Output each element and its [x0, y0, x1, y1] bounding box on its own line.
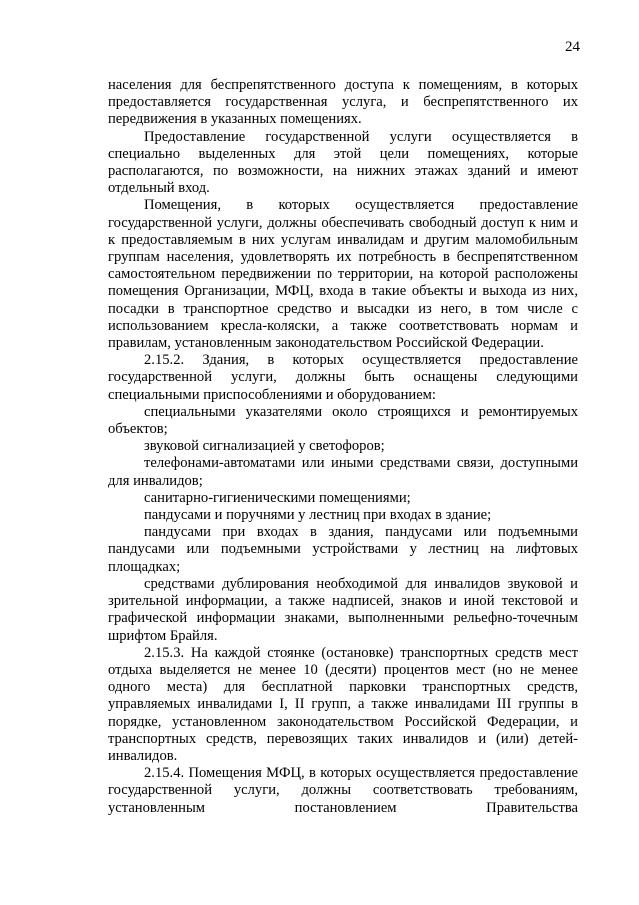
page-number: 24	[565, 39, 580, 55]
paragraph-11: средствами дублирования необходимой для инвалидов звуковой и зрительной информации, а также надписей, знаков и иной текстовой и графической информации знаками, выполненными рельефно-точечным шрифтом Брайля.	[108, 575, 578, 644]
paragraph-12: 2.15.3. На каждой стоянке (остановке) транспортных средств мест отдыха выделяется не менее 10 (десяти) процентов мест (но не менее одного места) для бесплатной парковки транспортных средств, управляемых инвалидами I, II групп, а также инвалидами III группы в порядке, установленном законодательством Российской Федерации, и транспортных средств, перевозящих таких инвалидов и (или) детей-инвалидов.	[108, 644, 578, 764]
paragraph-13: 2.15.4. Помещения МФЦ, в которых осуществляется предоставление государственной услуги, должны соответствовать требованиям, установленным постановлением Правительства	[108, 765, 578, 816]
document-body	[108, 77, 578, 817]
paragraph-8: санитарно-гигиеническими помещениями;	[144, 489, 411, 506]
paragraph-1: населения для беспрепятственного доступа к помещениям, в которых предоставляется государственная услуга, и беспрепятственного их передвижения в указанных помещениях.	[108, 77, 578, 128]
paragraph-9: пандусами и поручнями у лестниц при входах в здание;	[144, 507, 492, 524]
paragraph-6: звуковой сигнализацией у светофоров;	[144, 438, 385, 455]
paragraph-2: Предоставление государственной услуги осуществляется в специально выделенных для этой цели помещениях, которые располагаются, по возможности, на нижних этажах зданий и имеют отдельный вход.	[108, 128, 578, 197]
paragraph-10: пандусами при входах в здания, пандусами или подъемными пандусами или подъемными устройствами у лестниц на лифтовых площадках;	[108, 524, 578, 575]
paragraph-7: телефонами-автоматами или иными средствами связи, доступными для инвалидов;	[108, 455, 578, 489]
paragraph-4: 2.15.2. Здания, в которых осуществляется предоставление государственной услуги, должны быть оснащены следующими специальными приспособлениями и оборудованием:	[108, 352, 578, 403]
paragraph-5: специальными указателями около строящихся и ремонтируемых объектов;	[108, 403, 578, 438]
paragraph-3: Помещения, в которых осуществляется предоставление государственной услуги, должны обеспечивать свободный доступ к ним и к предоставляемым в них услугам инвалидам и другим маломобильным группам населения, удовлетворять их потребность в беспрепятственном самостоятельном передвижении по территории, на которой расположены помещения Организации, МФЦ, входа в такие объекты и выхода из них, посадки в транспортное средство и высадки из него, в том числе с использованием кресла-коляски, а также соответствовать нормам и правилам, установленным законодательством Российской Федерации.	[108, 197, 578, 352]
